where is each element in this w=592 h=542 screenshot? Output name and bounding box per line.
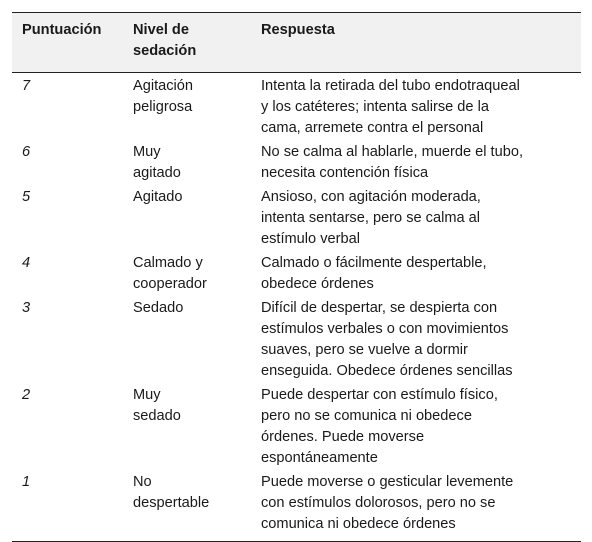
response-line: suaves, pero se vuelve a dormir — [261, 342, 468, 358]
response-line: obedece órdenes — [261, 276, 374, 292]
table-row — [12, 73, 581, 142]
table-header — [12, 13, 581, 73]
table-row — [12, 297, 581, 384]
table-row — [12, 471, 581, 542]
response-line: Puede moverse o gesticular levemente — [261, 474, 514, 490]
sedation-level-line: Muy — [133, 387, 161, 403]
response-line: y los catéteres; intenta salirse de la — [261, 99, 489, 115]
sedation-level-cell — [133, 252, 261, 297]
response-cell — [261, 384, 581, 471]
sedation-level-line: agitado — [133, 165, 181, 181]
sedation-level-cell — [133, 471, 261, 542]
table-row — [12, 141, 581, 186]
response-line: necesita contención física — [261, 165, 429, 181]
response-line: espontáneamente — [261, 450, 378, 466]
table-row — [12, 252, 581, 297]
response-line: Ansioso, con agitación moderada, — [261, 189, 481, 205]
response-line: estímulos verbales o con movimientos — [261, 321, 509, 337]
response-line: con estímulos dolorosos, pero no se — [261, 495, 496, 511]
score-cell: 3 — [22, 300, 31, 316]
sedation-level-line: Agitación — [133, 78, 194, 94]
response-line: Puede despertar con estímulo físico, — [261, 387, 498, 403]
sedation-level-line: Calmado y — [133, 255, 203, 271]
sedation-level-line: sedado — [133, 408, 181, 424]
sedation-level-line: Agitado — [133, 189, 183, 205]
sedation-level-cell — [133, 384, 261, 471]
response-cell — [261, 141, 581, 186]
score-cell: 4 — [22, 255, 31, 271]
response-line: cama, arremete contra el personal — [261, 120, 484, 136]
sedation-level-cell — [133, 186, 261, 252]
sedation-level-line: Sedado — [133, 300, 184, 316]
sedation-level-cell — [133, 297, 261, 384]
sedation-level-line: despertable — [133, 495, 210, 511]
response-cell — [261, 471, 581, 542]
table-row — [12, 186, 581, 252]
response-cell — [261, 297, 581, 384]
response-line: No se calma al hablarle, muerde el tubo, — [261, 144, 524, 160]
response-line: estímulo verbal — [261, 231, 360, 247]
sedation-scale-table — [12, 12, 581, 542]
response-cell — [261, 73, 581, 142]
sedation-level-cell — [133, 141, 261, 186]
response-line: pero no se comunica ni obedece — [261, 408, 472, 424]
response-line: intenta sentarse, pero se calma al — [261, 210, 481, 226]
response-line: Intenta la retirada del tubo endotraqueal — [261, 78, 520, 94]
response-line: enseguida. Obedece órdenes sencillas — [261, 363, 513, 379]
response-cell — [261, 186, 581, 252]
header-sedation-level-line2: sedación — [133, 43, 197, 59]
response-line: órdenes. Puede moverse — [261, 429, 425, 445]
score-cell: 2 — [22, 387, 31, 403]
header-sedation-level — [133, 13, 261, 73]
sedation-level-line: cooperador — [133, 276, 207, 292]
response-line: Calmado o fácilmente despertable, — [261, 255, 487, 271]
header-score: Puntuación — [12, 13, 133, 73]
score-cell: 7 — [22, 78, 31, 94]
table-body — [12, 73, 581, 542]
header-row — [12, 13, 581, 73]
sedation-level-cell — [133, 73, 261, 142]
header-response: Respuesta — [261, 13, 581, 73]
sedation-level-line: peligrosa — [133, 99, 193, 115]
header-sedation-level-line1: Nivel de — [133, 22, 189, 38]
response-line: Difícil de despertar, se despierta con — [261, 300, 498, 316]
response-cell — [261, 252, 581, 297]
sedation-level-line: No — [133, 474, 152, 490]
score-cell: 6 — [22, 144, 31, 160]
table-row — [12, 384, 581, 471]
response-line: comunica ni obedece órdenes — [261, 516, 456, 532]
score-cell: 1 — [12, 471, 133, 542]
score-cell: 5 — [22, 189, 31, 205]
sedation-level-line: Muy — [133, 144, 161, 160]
